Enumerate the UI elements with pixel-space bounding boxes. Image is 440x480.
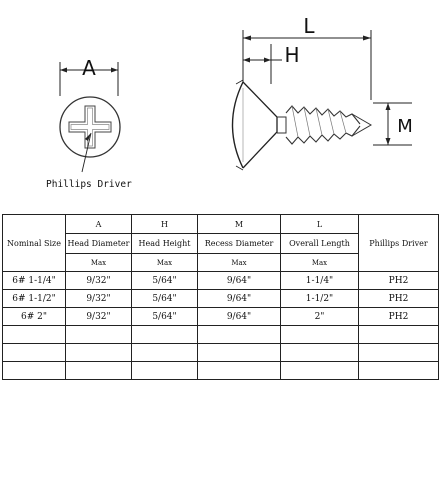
cell-empty [359,362,439,380]
cell-empty [198,344,281,362]
header-letter-l: L [281,215,359,234]
cell-empty [3,326,66,344]
header-letter-a: A [66,215,132,234]
header-max-l: Max [281,254,359,272]
cell-overall-length: 1-1/2" [281,290,359,308]
dimension-m-label: M [397,116,413,137]
cell-empty [66,326,132,344]
dimension-a-label: A [82,56,96,80]
cell-empty [66,362,132,380]
cell-driver: PH2 [359,290,439,308]
cell-nominal-size: 6# 1-1/4" [3,272,66,290]
cell-empty [359,326,439,344]
cell-empty [198,326,281,344]
cell-empty [132,344,198,362]
header-max-h: Max [132,254,198,272]
table-row [3,308,439,326]
phillips-driver-callout: Phillips Driver [46,179,132,190]
header-overall-length: Overall Length [281,234,359,254]
table-row-empty [3,344,439,362]
cell-head-diameter: 9/32" [66,272,132,290]
cell-empty [281,326,359,344]
dimension-l-label: L [303,14,315,38]
cell-driver: PH2 [359,272,439,290]
cell-empty [132,326,198,344]
cell-recess-diameter: 9/64" [198,308,281,326]
front-view-drawing [0,0,220,210]
cell-empty [3,344,66,362]
cell-overall-length: 1-1/4" [281,272,359,290]
specification-table [2,214,439,380]
header-max-a: Max [66,254,132,272]
cell-head-diameter: 9/32" [66,290,132,308]
header-nominal-size: Nominal Size [3,215,66,272]
header-head-diameter: Head Diameter [66,234,132,254]
cell-empty [281,362,359,380]
cell-empty [3,362,66,380]
header-max-m: Max [198,254,281,272]
header-letter-h: H [132,215,198,234]
cell-recess-diameter: 9/64" [198,290,281,308]
cell-nominal-size: 6# 2" [3,308,66,326]
cell-recess-diameter: 9/64" [198,272,281,290]
header-head-height: Head Height [132,234,198,254]
cell-empty [198,362,281,380]
cell-driver: PH2 [359,308,439,326]
cell-head-height: 5/64" [132,290,198,308]
dimension-h-label: H [284,43,300,67]
cell-head-height: 5/64" [132,308,198,326]
table-row [3,272,439,290]
header-recess-diameter: Recess Diameter [198,234,281,254]
header-phillips-driver: Phillips Driver [359,215,439,272]
side-view-drawing [220,0,440,210]
cell-head-diameter: 9/32" [66,308,132,326]
cell-nominal-size: 6# 1-1/2" [3,290,66,308]
cell-empty [281,344,359,362]
cell-head-height: 5/64" [132,272,198,290]
header-letter-m: M [198,215,281,234]
cell-empty [66,344,132,362]
table-row-empty [3,326,439,344]
cell-empty [132,362,198,380]
table-row-empty [3,362,439,380]
cell-empty [359,344,439,362]
cell-overall-length: 2" [281,308,359,326]
table-row [3,290,439,308]
